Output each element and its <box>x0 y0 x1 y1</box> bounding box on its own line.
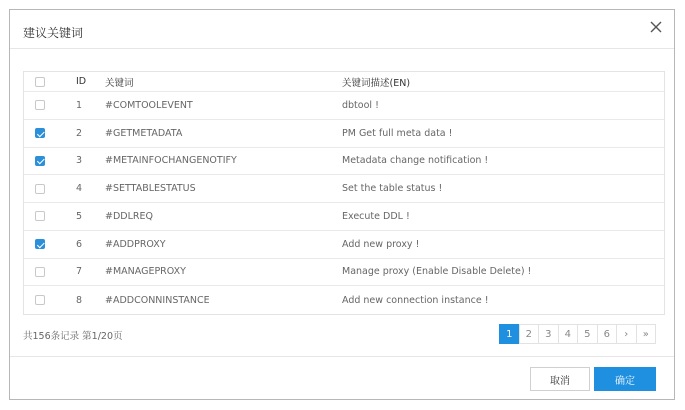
row-id: 6 <box>76 238 83 250</box>
suggest-keywords-dialog <box>9 9 675 400</box>
row-id: 7 <box>76 266 83 278</box>
row-description: Manage proxy (Enable Disable Delete) ! <box>342 266 532 278</box>
record-summary: 共156条记录 第1/20页 <box>23 331 123 342</box>
confirm-button[interactable]: 确定 <box>594 367 656 391</box>
cancel-button[interactable]: 取消 <box>530 367 590 391</box>
table-row <box>24 175 664 203</box>
page-button-2[interactable]: 2 <box>519 324 540 344</box>
row-checkbox[interactable] <box>35 211 45 221</box>
row-description: Metadata change notification ! <box>342 155 489 167</box>
row-checkbox[interactable] <box>35 239 45 249</box>
col-header-keyword: 关键词 <box>105 77 134 89</box>
row-id: 2 <box>76 127 83 139</box>
keyword-table <box>23 71 665 315</box>
chevron-right-icon: › <box>624 328 629 340</box>
select-all-checkbox[interactable] <box>35 77 45 87</box>
row-checkbox[interactable] <box>35 184 45 194</box>
row-checkbox[interactable] <box>35 100 45 110</box>
table-row <box>24 92 664 120</box>
row-keyword: #GETMETADATA <box>105 127 183 139</box>
page-button-4[interactable]: 4 <box>558 324 579 344</box>
page-button-3[interactable]: 3 <box>538 324 559 344</box>
col-header-id: ID <box>76 76 87 87</box>
page-button-5[interactable]: 5 <box>577 324 598 344</box>
row-keyword: #ADDCONNINSTANCE <box>105 294 210 306</box>
double-chevron-right-icon: » <box>642 328 649 340</box>
row-keyword: #SETTABLESTATUS <box>105 183 196 195</box>
row-keyword: #MANAGEPROXY <box>105 266 186 278</box>
row-keyword: #COMTOOLEVENT <box>105 99 193 111</box>
row-description: dbtool ! <box>342 99 379 111</box>
row-id: 8 <box>76 294 83 306</box>
row-keyword: #METAINFOCHANGENOTIFY <box>105 155 237 167</box>
row-checkbox[interactable] <box>35 156 45 166</box>
table-header-row <box>24 72 664 92</box>
row-id: 5 <box>76 210 83 222</box>
close-icon[interactable] <box>648 19 664 35</box>
row-id: 3 <box>76 155 83 167</box>
row-id: 4 <box>76 183 83 195</box>
dialog-title: 建议关键词 <box>23 26 84 40</box>
table-row <box>24 231 664 259</box>
pagination <box>499 324 656 344</box>
row-keyword: #DDLREQ <box>105 210 153 222</box>
last-page-button[interactable] <box>636 324 657 344</box>
row-description: Set the table status ! <box>342 183 443 195</box>
table-row <box>24 286 664 314</box>
table-row <box>24 259 664 287</box>
page-button-1[interactable]: 1 <box>499 324 520 344</box>
next-page-button[interactable] <box>616 324 637 344</box>
row-keyword: #ADDPROXY <box>105 238 166 250</box>
col-header-description: 关键词描述(EN) <box>342 77 411 89</box>
table-row <box>24 120 664 148</box>
row-description: Execute DDL ! <box>342 210 410 222</box>
page-button-6[interactable]: 6 <box>597 324 618 344</box>
row-description: PM Get full meta data ! <box>342 127 453 139</box>
row-id: 1 <box>76 99 83 111</box>
row-checkbox[interactable] <box>35 295 45 305</box>
row-checkbox[interactable] <box>35 267 45 277</box>
row-checkbox[interactable] <box>35 128 45 138</box>
footer-divider <box>10 356 674 357</box>
header-divider <box>10 48 674 49</box>
table-row <box>24 148 664 176</box>
table-row <box>24 203 664 231</box>
row-description: Add new proxy ! <box>342 238 420 250</box>
row-description: Add new connection instance ! <box>342 294 489 306</box>
